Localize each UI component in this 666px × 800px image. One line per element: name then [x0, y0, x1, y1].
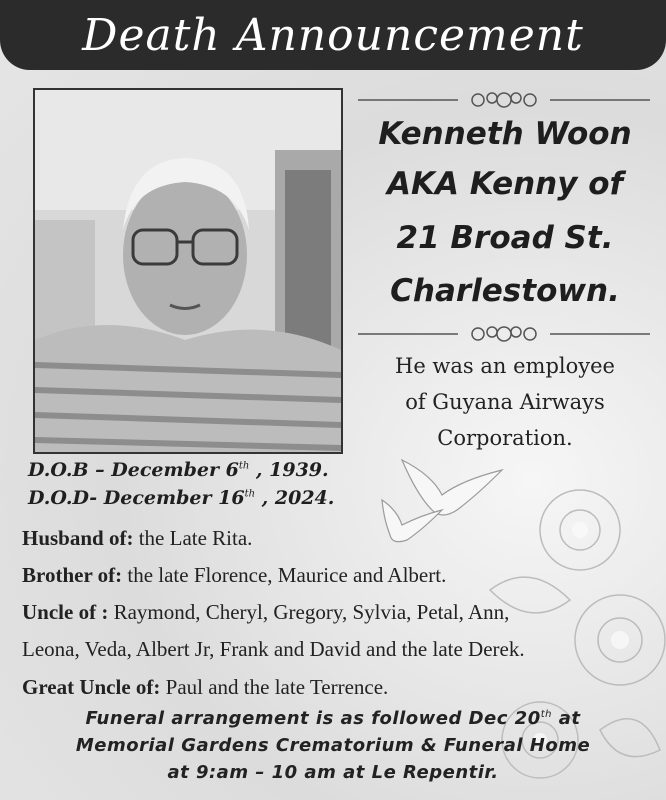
brother-line: Brother of: the late Florence, Maurice and Albert. — [22, 563, 447, 587]
ornament-divider-icon — [358, 322, 650, 346]
uncle-line: Uncle of : Raymond, Cheryl, Gregory, Sylvia, Petal, Ann, — [22, 600, 510, 624]
date-of-death: D.O.D- December 16th , 2024. — [28, 487, 335, 509]
name-line: 21 Broad St. — [396, 220, 614, 256]
employment-line: of Guyana Airways — [405, 390, 605, 414]
funeral-line-3: at 9:am – 10 am at Le Repentir. — [167, 762, 499, 783]
funeral-line-2: Memorial Gardens Crematorium & Funeral Home — [75, 735, 591, 756]
name-line: Kenneth Woon — [378, 116, 632, 152]
portrait-photo — [33, 88, 343, 454]
employment-line: Corporation. — [437, 426, 573, 450]
name-line: Charlestown. — [390, 273, 620, 309]
ornament-divider-icon — [358, 88, 650, 112]
date-of-birth: D.O.B – December 6th , 1939. — [28, 459, 329, 481]
page-title: Death Announcement — [82, 9, 584, 61]
husband-line: Husband of: the Late Rita. — [22, 526, 253, 550]
employment-line: He was an employee — [395, 354, 615, 378]
header-banner — [0, 0, 666, 70]
name-line: AKA Kenny of — [386, 166, 624, 202]
great-uncle-line: Great Uncle of: Paul and the late Terrence. — [22, 675, 389, 699]
uncle-line-continued: Leona, Veda, Albert Jr, Frank and David and the late Derek. — [22, 637, 525, 661]
doves-icon — [362, 440, 512, 560]
funeral-line-1: Funeral arrangement is as followed Dec 20th at — [85, 708, 581, 729]
